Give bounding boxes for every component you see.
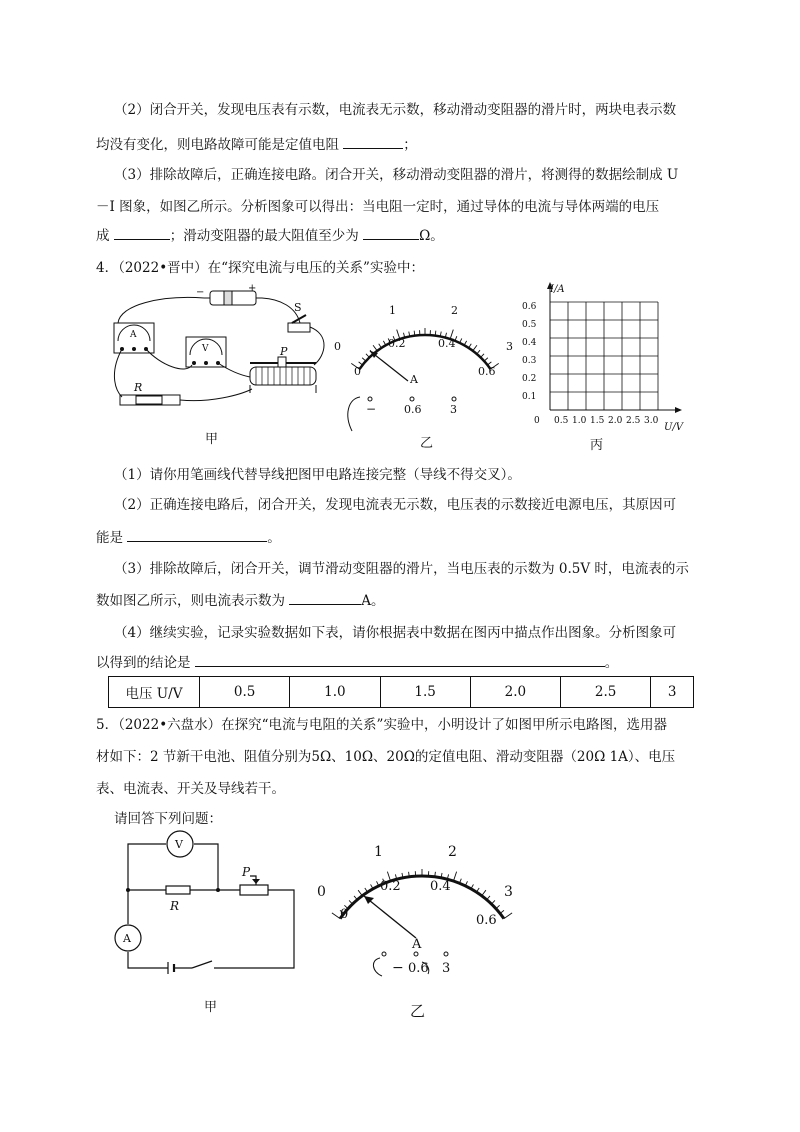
p4-fig-jia-caption: 甲 [205,432,219,447]
q2-line1: （2）闭合开关，发现电压表有示数，电流表无示数，移动滑动变阻器的滑片时，两块电表示数 [114,102,677,118]
dial-arc [359,335,490,369]
p4-q2-line2: 能是 。 [96,526,281,546]
y-tick-03: 0.3 [522,356,537,366]
dial-top-0: 0 [334,340,341,353]
dial2-top-3: 3 [504,884,513,900]
terminal-3: 3 [450,403,457,416]
answer-blank[interactable] [363,226,419,241]
dial-tick [362,358,366,361]
p5-circuit-diagram [110,830,310,980]
answer-blank[interactable] [114,226,170,241]
table-cell: 1.0 [290,677,380,708]
dial-top-2: 2 [451,304,458,317]
p4-q2-line1: （2）正确连接电路后，闭合开关，发现电流表无示数，电压表的示数接近电源电压，其原因可 [114,497,677,513]
x-tick-15: 1.5 [590,416,605,426]
x-tick-25: 2.5 [626,416,641,426]
dial-bottom-04: 0.4 [438,337,456,350]
dial-tick [332,913,340,919]
dial-bottom-02: 0.2 [388,337,406,350]
y-tick-06: 0.6 [522,302,537,312]
resistor-label: R [134,381,143,394]
p5-line2: 材如下：2 节新干电池、阻值分别为5Ω、10Ω、20Ω的定值电阻、滑动变阻器（20Ω 1A）、电压 [96,749,676,765]
p5-fig-yi-caption: 乙 [410,1002,426,1020]
dial-tick [496,905,500,908]
p5-terminal-3: 3 [442,961,451,976]
p5-terminal-06: 0.6 [408,961,429,976]
dial-tick [379,344,382,348]
meter-symbol: A [410,373,418,386]
dial-bottom-0: 0 [354,365,361,378]
answer-blank[interactable] [127,528,267,543]
dial-bottom-06: 0.6 [478,365,496,378]
dial-tick [504,913,512,919]
p4-q3-line2: 数如图乙所示，则电流表示数为 A。 [96,589,385,609]
dial-tick [358,890,362,896]
y-tick-02: 0.2 [522,374,537,384]
p4-apparatus-figure [100,285,340,415]
slider-label: P [280,345,288,358]
dial-tick [435,872,436,877]
answer-blank[interactable] [343,135,403,150]
x-axis-arrow [675,407,682,413]
p4-q4-line1: （4）继续实验，记录实验数据如下表，请你根据表中数据在图丙中描点作出图象。分析图象可 [114,625,677,641]
x-tick-10: 1.0 [572,416,587,426]
dial-tick [477,350,480,354]
table-cell: 1.5 [380,677,470,708]
p4-ui-grid [520,280,690,433]
p4-q1: （1）请你用笔画线代替导线把图甲电路连接完整（导线不得交叉）。 [114,467,521,483]
dial2-top-0: 0 [317,884,326,900]
dial-tick [484,358,488,361]
p4-fig-bing-caption: 丙 [590,438,604,453]
dial2-bottom-0: 0 [340,907,349,922]
dial2-top-1: 1 [374,844,383,860]
q3-line3: 成 ；滑动变阻器的最大阻值至少为 Ω。 [96,224,444,244]
answer-blank[interactable] [289,591,361,606]
q3-line2: －I 图象，如图乙所示。分析图象可以得出：当电阻一定时，通过导体的电流与导体两端的电压 [96,199,660,215]
q2-line2: 均没有变化，则电路故障可能是定值电阻 ； [96,133,417,153]
p5-line4: 请回答下列问题： [114,811,222,827]
table-cell: 2.5 [561,677,651,708]
problem4-stem: 4．（2022•晋中）在“探究电流与电压的关系”实验中： [96,260,424,276]
table-cell: 0.5 [200,677,290,708]
p5-ammeter-dial [312,836,532,986]
p5-terminal-minus: − [392,960,404,976]
p5-line3: 表、电流表、开关及导线若干。 [96,781,285,797]
dial-tick [366,354,369,358]
dial-tick [409,872,410,877]
dial2-bottom-02: 0.2 [380,879,401,894]
p4-fig-yi-caption: 乙 [420,436,434,451]
p5-fig-jia-caption: 甲 [204,1000,218,1015]
q3-line1: （3）排除故障后，正确连接电路。闭合开关，移动滑动变阻器的滑片，将测得的数据绘制成 U [114,167,679,183]
x-tick-20: 2.0 [608,416,623,426]
p4-q3-line1: （3）排除故障后，闭合开关，调节滑动变阻器的滑片，当电压表的示数为 0.5V 时，电流表的示 [114,561,689,577]
p5-slider-label: P [242,865,251,879]
dial-tick [349,900,352,904]
table-cell: 2.0 [470,677,560,708]
dial-top-1: 1 [389,304,396,317]
dial-tick [469,344,472,348]
dial-tick [481,354,484,358]
dial-tick [482,890,486,896]
svg-text:V: V [202,344,209,354]
voltmeter-symbol: V [175,838,183,851]
p5-resistor-label: R [170,899,180,913]
battery-plus: + [248,283,257,294]
dial-tick [373,345,377,351]
table-header: 电压 U/V [109,677,200,708]
ammeter-symbol: A [123,932,131,945]
dial-tick [435,331,436,336]
terminal-06: 0.6 [404,403,422,416]
svg-text:A: A [130,330,137,340]
dial-tick [453,872,456,881]
p4-ammeter-dial [330,295,520,435]
y-tick-05: 0.5 [522,320,537,330]
p4-q4-line2: 以得到的结论是 。 [96,651,618,671]
x-tick-05: 0.5 [554,416,569,426]
table-cell: 3 [651,677,694,708]
grid-x-label: U/V [664,422,684,433]
grid-y-label: I/A [550,284,565,295]
dial-tick [414,331,415,336]
dial2-bottom-06: 0.6 [476,913,497,928]
switch-label: S [294,301,302,314]
x-tick-30: 3.0 [644,416,659,426]
dial2-top-2: 2 [448,844,457,860]
y-tick-04: 0.4 [522,338,537,348]
p5-line1: 5．（2022•六盘水）在探究“电流与电阻的关系”实验中，小明设计了如图甲所示电路图，选用器 [96,717,667,733]
p4-data-table [108,676,694,708]
p5-meter-symbol: A [412,937,422,952]
battery-minus: − [196,287,205,298]
table-row [109,677,694,708]
terminal-minus: − [366,402,377,416]
answer-blank[interactable] [195,653,605,668]
y-tick-01: 0.1 [522,392,537,402]
dial-top-3: 3 [506,340,513,353]
dial2-bottom-04: 0.4 [430,879,451,894]
dial-tick [491,900,494,904]
grid-origin: 0 [534,416,540,426]
dial-tick [473,345,477,351]
